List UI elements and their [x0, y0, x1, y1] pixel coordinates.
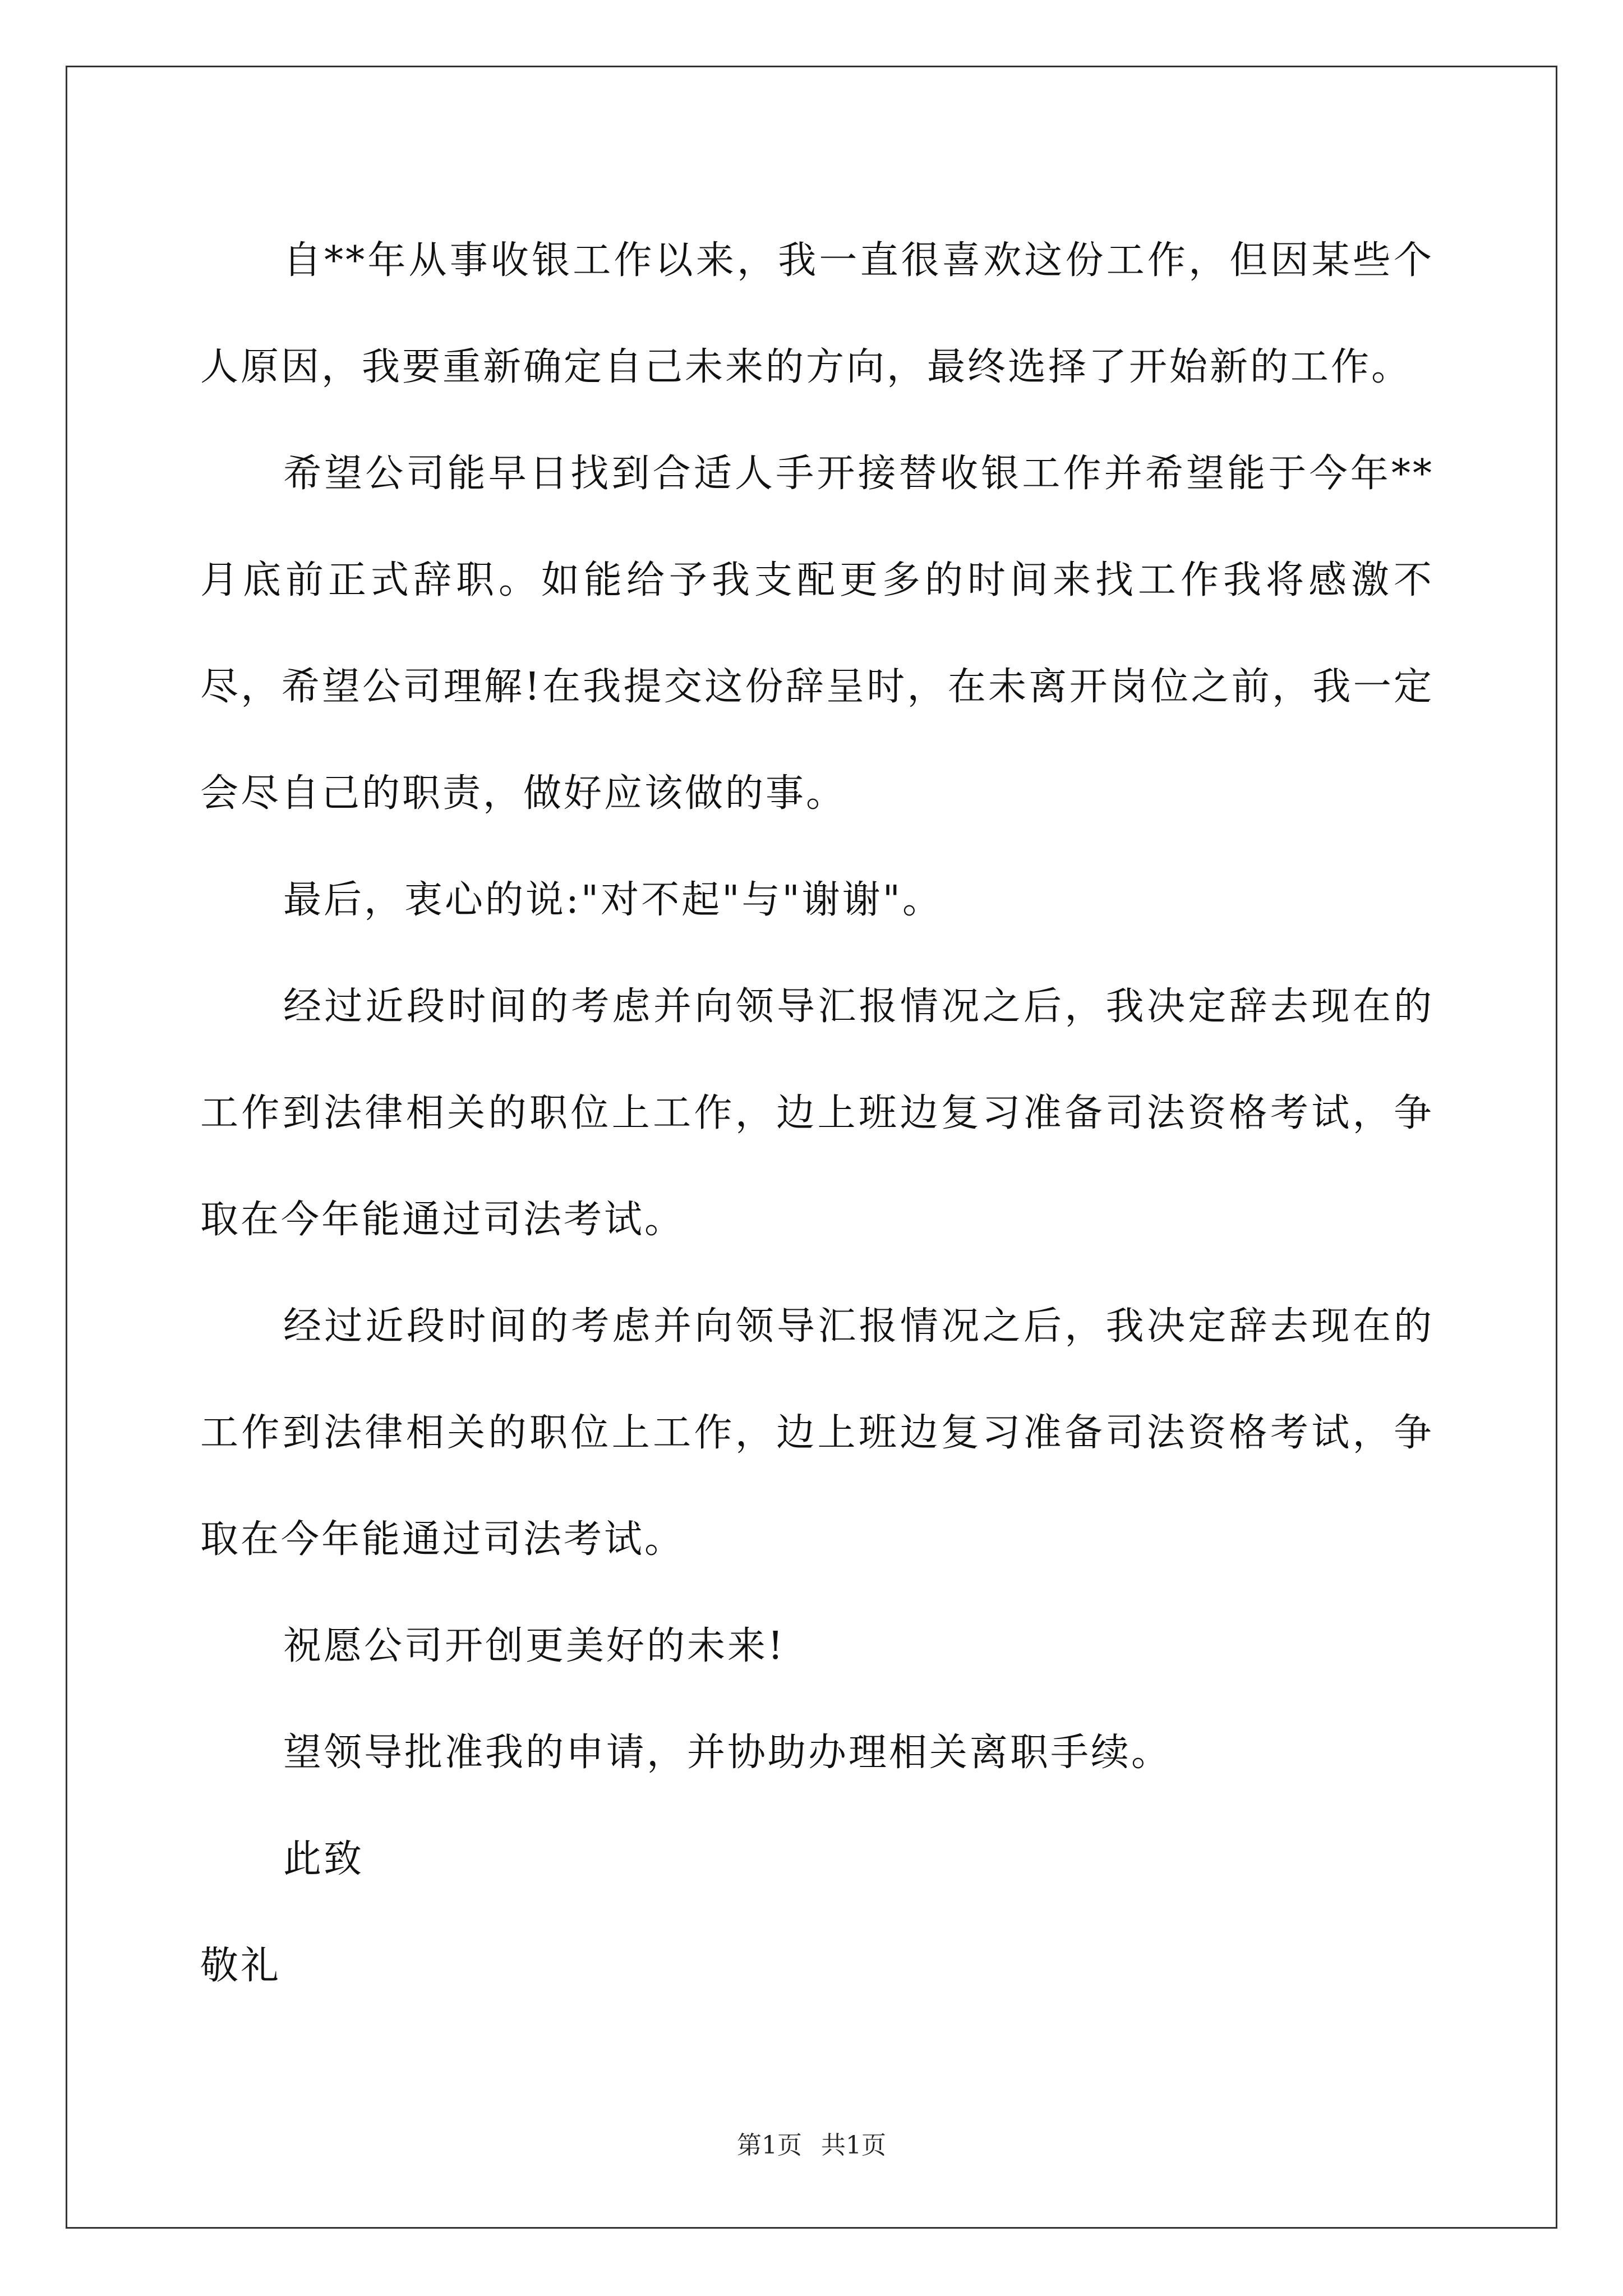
paragraph: 望领导批准我的申请，并协助办理相关离职手续。 [283, 1731, 1172, 1775]
paragraph: 最后，衷心的说:"对不起"与"谢谢"。 [283, 878, 943, 922]
page-total: 共1页 [821, 2131, 886, 2160]
closing-line: 敬礼 [200, 1944, 282, 1988]
paragraph: 自**年从事收银工作以来，我一直很喜欢这份工作，但因某些个人原因，我要重新确定自己未来的方向，最终选择了开始新的工作。 [200, 238, 1434, 389]
page-number: 第1页 [737, 2131, 802, 2160]
paragraph: 希望公司能早日找到合适人手开接替收银工作并希望能于今年**月底前正式辞职。如能给予我支配更多的时间来找工作我将感激不尽，希望公司理解!在我提交这份辞呈时，在未离开岗位之前，我一定会尽自己的职责，做好应该做的事。 [200, 452, 1434, 816]
paragraph: 祝愿公司开创更美好的未来! [283, 1624, 786, 1668]
paragraph: 经过近段时间的考虑并向领导汇报情况之后，我决定辞去现在的工作到法律相关的职位上工作，边上班边复习准备司法资格考试，争取在今年能通过司法考试。 [200, 1304, 1434, 1562]
page-footer [0, 2129, 1623, 2162]
salutation-line: 此致 [283, 1837, 365, 1881]
letter-body [200, 208, 1434, 2019]
paragraph: 经过近段时间的考虑并向领导汇报情况之后，我决定辞去现在的工作到法律相关的职位上工作，边上班边复习准备司法资格考试，争取在今年能通过司法考试。 [200, 984, 1434, 1242]
